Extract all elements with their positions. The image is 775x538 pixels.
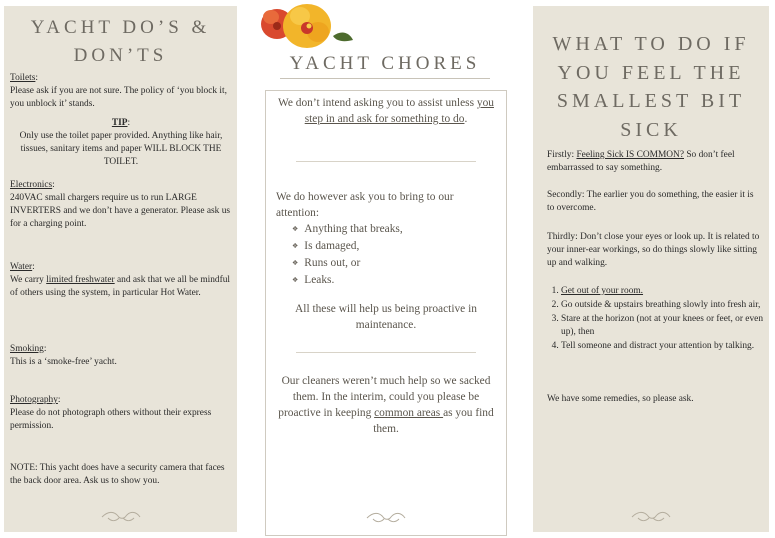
water-section: Water: We carry limited freshwater and ask that we all be mindful of others using the system, in particular Hot Water. [10,262,231,298]
remedies-text: We have some remedies, so please ask. [547,394,694,404]
left-panel [4,6,237,532]
toilets-section: Toilets: Please ask if you are not sure. The policy of ‘you block it, you unblock it’ stands. [10,73,227,109]
water-text-pre: We carry [10,275,47,285]
smoking-section: Smoking: This is a ‘smoke-free’ yacht. [10,344,117,367]
water-text-post: and ask that we all be mindful of others using the system, in particular Hot Water. [10,275,231,298]
list-item: ❖ Anything that breaks, [292,221,496,238]
smoking-text: This is a ‘smoke-free’ yacht. [10,357,117,367]
sick-common-pre: Firstly: [547,150,577,160]
attention-text: We do however ask you to bring to our attention: [276,191,454,219]
attention-section [276,189,496,289]
secondly-paragraph: Secondly: The earlier you do something, the easier it is to overcome. [547,190,754,213]
right-panel [533,6,769,532]
title-divider [280,78,490,79]
electronics-section: Electronics: 240VAC small chargers require us to run LARGE INVERTERS and we don’t have a generator. Please ask us for a charging point. [10,180,231,229]
tip-text: Only use the toilet paper provided. Anything like hair, tissues, sanitary items and paper WILL BLOCK THE TOILET. [19,131,223,167]
thirdly-paragraph: Thirdly: Don’t close your eyes or look up. It is related to your inner-ear workings, so do things slowly like sitting up and walking. [547,232,760,268]
chores-intro-post: . [464,113,468,125]
tip-label: TIP [111,118,128,128]
note-section [10,462,232,488]
hibiscus-flowers-icon [255,2,355,50]
left-panel-title: YACHT DO’S & DON’TS [30,17,211,66]
cleaners-text-pre: Our cleaners weren’t much help so we sacked them. In the interim, could you please be proactive in keeping [278,375,491,419]
list-item: ❖ Runs out, or [292,255,496,272]
electronics-text: 240VAC small chargers require us to run LARGE INVERTERS and we don’t have a generator. Please ask us for a charging point. [10,193,231,229]
toilets-label: Toilets [10,73,36,83]
tip-section: TIP: Only use the toilet paper provided. Anything like hair, tissues, sanitary items and paper WILL BLOCK THE TOILET. [19,118,223,167]
note-text: NOTE: This yacht does have a security camera that faces the back door area. Ask us to show you. [10,463,225,486]
electronics-label: Electronics [10,180,53,190]
toilets-text: Please ask if you are not sure. The policy of ‘you block it, you unblock it’ stands. [10,86,227,109]
water-label: Water [10,262,33,272]
attention-list [276,221,496,289]
sick-common-post: So don’t feel embarrassed to say something. [547,150,735,173]
list-item: ❖ Leaks. [292,272,496,289]
sick-common-paragraph [547,149,763,175]
flourish-ornament-icon [365,511,407,525]
list-item: 3. Stare at the horizon (not at your knees or feet, or even up), then [561,313,763,339]
water-link: limited freshwater [46,275,115,285]
list-item [561,285,763,298]
proactive-text: All these will help us being proactive in maintenance. [295,303,477,331]
middle-panel [265,90,507,536]
cleaners-section [276,373,496,437]
smoking-label: Smoking [10,344,44,354]
flourish-ornament-icon [630,510,672,524]
steps-section [535,285,763,354]
list-item: 2. Go outside & upstairs breathing slowly into fresh air, [561,299,763,312]
divider [296,161,476,162]
chores-intro-pre: We don’t intend asking you to assist unless [278,97,477,109]
common-areas-link: common areas [374,407,444,419]
right-panel-title: WHAT TO DO IF YOU FEEL THE SMALLEST BIT SICK [552,33,750,141]
photography-label: Photography [10,395,58,405]
chores-intro-link: you step in and ask for something to do [304,97,494,125]
photography-section: Photography: Please do not photograph others without their express permission. [10,395,212,431]
flourish-ornament-icon [100,510,142,524]
chores-intro [276,95,496,127]
cleaners-text-post: as you find them. [373,407,494,435]
photography-text: Please do not photograph others without their express permission. [10,408,212,431]
step-1: Get out of your room. [561,286,644,296]
middle-panel-title: YACHT CHORES [289,53,481,74]
list-item: 4. Tell someone and distract your attention by talking. [561,340,763,353]
list-item: ❖ Is damaged, [292,238,496,255]
divider [296,352,476,353]
sick-common-link: Feeling Sick IS COMMON? [576,150,684,160]
steps-list [535,285,763,353]
